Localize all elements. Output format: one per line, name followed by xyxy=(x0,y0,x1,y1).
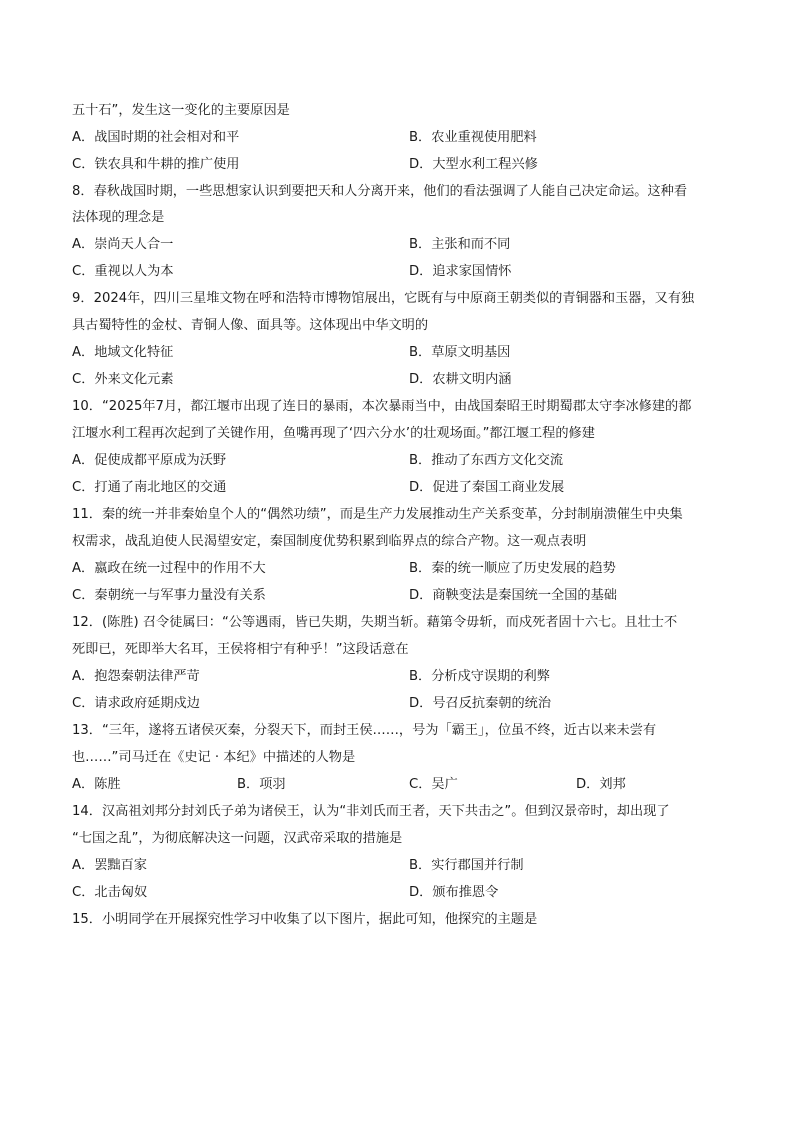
q11-stem-line-1: 11．秦的统一并非秦始皇个人的“偶然功绩”，而是生产力发展推动生产关系变革，分封制崩溃催生中央集 xyxy=(72,507,683,522)
q14-stem-line-2: “七国之乱”，为彻底解决这一问题，汉武帝采取的措施是 xyxy=(72,831,403,846)
q7-option-a: A．战国时期的社会相对和平 xyxy=(72,130,240,145)
q9-stem-line-1: 9．2024年，四川三星堆文物在呼和浩特市博物馆展出，它既有与中原商王朝类似的青铜器和玉器，又有独 xyxy=(72,291,695,306)
q9-stem-line-2: 具古蜀特性的金杖、青铜人像、面具等。这体现出中华文明的 xyxy=(72,318,429,333)
q7-option-b: B．农业重视使用肥料 xyxy=(409,130,537,145)
q10-option-d: D．促进了秦国工商业发展 xyxy=(409,480,565,495)
q14-option-c: C．北击匈奴 xyxy=(72,885,148,900)
q13-stem-line-2: 也……”司马迁在《史记 · 本纪》中描述的人物是 xyxy=(72,750,356,765)
q12-option-c: C．请求政府延期戍边 xyxy=(72,696,200,711)
q10-option-c: C．打通了南北地区的交通 xyxy=(72,480,227,495)
q8-option-d: D．追求家国情怀 xyxy=(409,264,512,279)
q9-option-a: A．地域文化特征 xyxy=(72,345,174,360)
q9-option-d: D．农耕文明内涵 xyxy=(409,372,512,387)
q13-stem-line-1: 13．“三年，遂将五诸侯灭秦，分裂天下，而封王侯……，号为「霸王」，位虽不终，近古以来未尝有 xyxy=(72,723,657,738)
q14-option-b: B．实行郡国并行制 xyxy=(409,858,524,873)
q13-option-b: B．项羽 xyxy=(237,777,286,792)
q7-option-c: C．铁农具和牛耕的推广使用 xyxy=(72,157,240,172)
q11-option-c: C．秦朝统一与军事力量没有关系 xyxy=(72,588,266,603)
q14-option-d: D．颁布推恩令 xyxy=(409,885,499,900)
q12-option-b: B．分析戍守误期的利弊 xyxy=(409,669,550,684)
q8-option-a: A．崇尚天人合一 xyxy=(72,237,174,252)
q10-option-b: B．推动了东西方文化交流 xyxy=(409,453,564,468)
q10-stem-line-2: 江堰水利工程再次起到了关键作用，鱼嘴再现了‘四六分水’的壮观场面。”都江堰工程的修建 xyxy=(72,426,595,441)
q10-stem-line-1: 10．“2025年7月，都江堰市出现了连日的暴雨，本次暴雨当中，由战国秦昭王时期蜀郡太守李冰修建的都 xyxy=(72,399,692,414)
q13-option-c: C．吴广 xyxy=(409,777,458,792)
q12-stem-line-1: 12．(陈胜) 召令徒属曰：“公等遇雨，皆已失期，失期当斩。藉第令毋斩，而戍死者固十六七。且壮士不 xyxy=(72,615,678,630)
q11-option-d: D．商鞅变法是秦国统一全国的基础 xyxy=(409,588,617,603)
q8-option-b: B．主张和而不同 xyxy=(409,237,511,252)
q11-stem-line-2: 权需求，战乱迫使人民渴望安定，秦国制度优势积累到临界点的综合产物。这一观点表明 xyxy=(72,534,587,549)
q8-option-c: C．重视以人为本 xyxy=(72,264,174,279)
q7-option-d: D．大型水利工程兴修 xyxy=(409,157,538,172)
q13-option-d: D．刘邦 xyxy=(576,777,626,792)
q7-stem-tail: 五十石”，发生这一变化的主要原因是 xyxy=(72,103,290,118)
q8-stem-line-1: 8．春秋战国时期，一些思想家认识到要把天和人分离开来，他们的看法强调了人能自己决定命运。这种看 xyxy=(72,184,688,199)
q9-option-b: B．草原文明基因 xyxy=(409,345,511,360)
q12-option-a: A．抱怨秦朝法律严苛 xyxy=(72,669,200,684)
q8-stem-line-2: 法体现的理念是 xyxy=(72,210,165,225)
q11-option-a: A．嬴政在统一过程中的作用不大 xyxy=(72,561,266,576)
q12-stem-line-2: 死即已，死即举大名耳，王侯将相宁有种乎！”这段话意在 xyxy=(72,642,409,657)
q12-option-d: D．号召反抗秦朝的统治 xyxy=(409,696,552,711)
q14-option-a: A．罢黜百家 xyxy=(72,858,147,873)
q11-option-b: B．秦的统一顺应了历史发展的趋势 xyxy=(409,561,616,576)
q10-option-a: A．促使成都平原成为沃野 xyxy=(72,453,227,468)
q15-stem: 15．小明同学在开展探究性学习中收集了以下图片，据此可知，他探究的主题是 xyxy=(72,912,538,927)
q13-option-a: A．陈胜 xyxy=(72,777,121,792)
q14-stem-line-1: 14．汉高祖刘邦分封刘氏子弟为诸侯王，认为“非刘氏而王者，天下共击之”。但到汉景帝时，却出现了 xyxy=(72,804,670,819)
q9-option-c: C．外来文化元素 xyxy=(72,372,174,387)
